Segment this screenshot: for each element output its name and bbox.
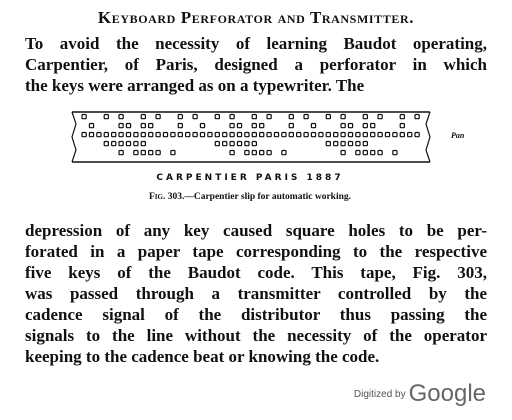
tape-hole <box>356 151 360 155</box>
tape-hole <box>237 133 241 137</box>
tape-hole <box>363 142 367 146</box>
tape-hole <box>119 115 123 119</box>
tape-hole <box>304 133 308 137</box>
tape-hole <box>304 115 308 119</box>
tape-hole <box>319 133 323 137</box>
tape-hole <box>156 115 160 119</box>
tape-hole <box>341 133 345 137</box>
tape-hole <box>348 124 352 128</box>
tape-hole <box>393 151 397 155</box>
google-logo-text: Google <box>408 380 486 407</box>
tape-hole <box>378 151 382 155</box>
tape-hole <box>334 142 338 146</box>
text-line: forated in a paper tape corresponding to the respective <box>25 242 487 261</box>
tape-hole <box>163 133 167 137</box>
tape-hole <box>178 124 182 128</box>
tape-hole <box>415 115 419 119</box>
tape-hole <box>119 151 123 155</box>
tape-hole <box>82 133 86 137</box>
section-heading: Keyboard Perforator and Transmitter. <box>97 8 415 27</box>
tape-hole <box>89 124 93 128</box>
tape-hole <box>97 133 101 137</box>
tape-hole <box>311 124 315 128</box>
caption-figure-number: Fig. 303. <box>148 192 185 202</box>
tape-hole <box>400 133 404 137</box>
tape-hole <box>186 133 190 137</box>
tape-hole <box>341 142 345 146</box>
tape-hole <box>104 142 108 146</box>
tape-hole <box>230 142 234 146</box>
tape-hole <box>156 133 160 137</box>
tape-hole <box>363 115 367 119</box>
tape-hole <box>356 142 360 146</box>
tape-hole <box>237 142 241 146</box>
slip-imprint-text: CARPENTIER PARIS 1887 <box>156 173 344 183</box>
tape-hole <box>200 133 204 137</box>
tape-hole <box>245 142 249 146</box>
tape-hole <box>274 133 278 137</box>
text-line: Carpentier, of Paris, designed a perforator in which <box>25 55 487 74</box>
tape-hole <box>371 133 375 137</box>
tape-hole <box>215 133 219 137</box>
tape-hole <box>378 133 382 137</box>
tape-hole <box>260 133 264 137</box>
tape-hole <box>356 133 360 137</box>
tape-hole <box>341 151 345 155</box>
perforation-holes <box>82 115 419 155</box>
tape-hole <box>178 115 182 119</box>
text-line: To avoid the necessity of learning Baudot operating, <box>25 34 487 53</box>
tape-hole <box>178 133 182 137</box>
tape-hole <box>363 133 367 137</box>
watermark-prefix: Digitized by <box>353 389 406 400</box>
tape-hole <box>112 133 116 137</box>
tape-hole <box>119 124 123 128</box>
tape-hole <box>223 133 227 137</box>
tape-hole <box>134 133 138 137</box>
tape-hole <box>297 133 301 137</box>
tape-hole <box>141 133 145 137</box>
tape-hole <box>400 124 404 128</box>
tape-hole <box>267 115 271 119</box>
tape-hole <box>171 133 175 137</box>
tape-hole <box>200 124 204 128</box>
tape-hole <box>415 133 419 137</box>
tape-hole <box>141 142 145 146</box>
tape-hole <box>400 115 404 119</box>
tape-hole <box>385 133 389 137</box>
tape-hole <box>171 151 175 155</box>
tape-hole <box>230 133 234 137</box>
tape-hole <box>289 133 293 137</box>
tape-hole <box>193 133 197 137</box>
tape-hole <box>208 133 212 137</box>
tape-hole <box>126 133 130 137</box>
tape-hole <box>282 151 286 155</box>
tape-hole <box>334 133 338 137</box>
tape-hole <box>267 151 271 155</box>
tape-hole <box>82 115 86 119</box>
figure-side-label: Pan <box>451 131 465 140</box>
tape-hole <box>193 115 197 119</box>
tape-hole <box>363 124 367 128</box>
tape-hole <box>245 133 249 137</box>
text-line: keeping to the cadence beat or knowing the code. <box>25 347 380 366</box>
tape-hole <box>260 151 264 155</box>
tape-hole <box>252 151 256 155</box>
text-line: was passed through a transmitter controlled by the <box>25 284 487 303</box>
text-line: cadence signal of the distributor thus passing the <box>25 305 487 324</box>
text-line: signals to the line without the necessity of the operator <box>25 326 487 345</box>
tape-hole <box>326 115 330 119</box>
tape-hole <box>267 133 271 137</box>
tape-hole <box>141 124 145 128</box>
tape-right-edge <box>426 112 430 162</box>
perforated-tape-illustration <box>70 100 470 172</box>
paragraph-body <box>25 220 487 367</box>
tape-hole <box>126 142 130 146</box>
tape-hole <box>252 115 256 119</box>
tape-hole <box>230 115 234 119</box>
tape-hole <box>348 142 352 146</box>
tape-hole <box>252 124 256 128</box>
tape-hole <box>282 133 286 137</box>
tape-hole <box>104 115 108 119</box>
tape-hole <box>104 133 108 137</box>
tape-hole <box>363 151 367 155</box>
tape-hole <box>408 133 412 137</box>
digitized-by-google-watermark <box>354 380 486 408</box>
tape-hole <box>371 151 375 155</box>
text-line: five keys of the Baudot code. This tape, Fig. 303, <box>25 263 487 282</box>
tape-hole <box>119 133 123 137</box>
tape-hole <box>119 142 123 146</box>
tape-hole <box>223 142 227 146</box>
tape-hole <box>149 124 153 128</box>
tape-hole <box>149 133 153 137</box>
tape-hole <box>252 133 256 137</box>
tape-left-edge <box>72 112 76 162</box>
tape-hole <box>141 115 145 119</box>
figure-caption <box>70 192 430 202</box>
tape-hole <box>260 124 264 128</box>
tape-hole <box>215 142 219 146</box>
text-line: depression of any key caused square holes to be per- <box>25 221 487 240</box>
paragraph-intro <box>25 33 487 96</box>
tape-hole <box>112 142 116 146</box>
tape-hole <box>341 124 345 128</box>
tape-hole <box>237 124 241 128</box>
tape-hole <box>134 151 138 155</box>
tape-hole <box>326 133 330 137</box>
tape-hole <box>348 133 352 137</box>
tape-hole <box>378 115 382 119</box>
tape-hole <box>289 124 293 128</box>
tape-hole <box>126 124 130 128</box>
text-line: the keys were arranged as on a typewriter. The <box>25 76 365 95</box>
tape-hole <box>230 124 234 128</box>
tape-hole <box>311 133 315 137</box>
tape-hole <box>156 151 160 155</box>
tape-hole <box>230 151 234 155</box>
tape-hole <box>134 142 138 146</box>
tape-hole <box>141 151 145 155</box>
tape-hole <box>89 133 93 137</box>
tape-hole <box>371 124 375 128</box>
tape-hole <box>289 115 293 119</box>
tape-hole <box>245 151 249 155</box>
tape-hole <box>149 151 153 155</box>
tape-hole <box>393 133 397 137</box>
figure-303 <box>70 100 470 210</box>
tape-hole <box>341 115 345 119</box>
tape-hole <box>252 142 256 146</box>
tape-hole <box>326 142 330 146</box>
tape-hole <box>215 115 219 119</box>
caption-text: —Carpentier slip for automatic working. <box>184 192 352 202</box>
